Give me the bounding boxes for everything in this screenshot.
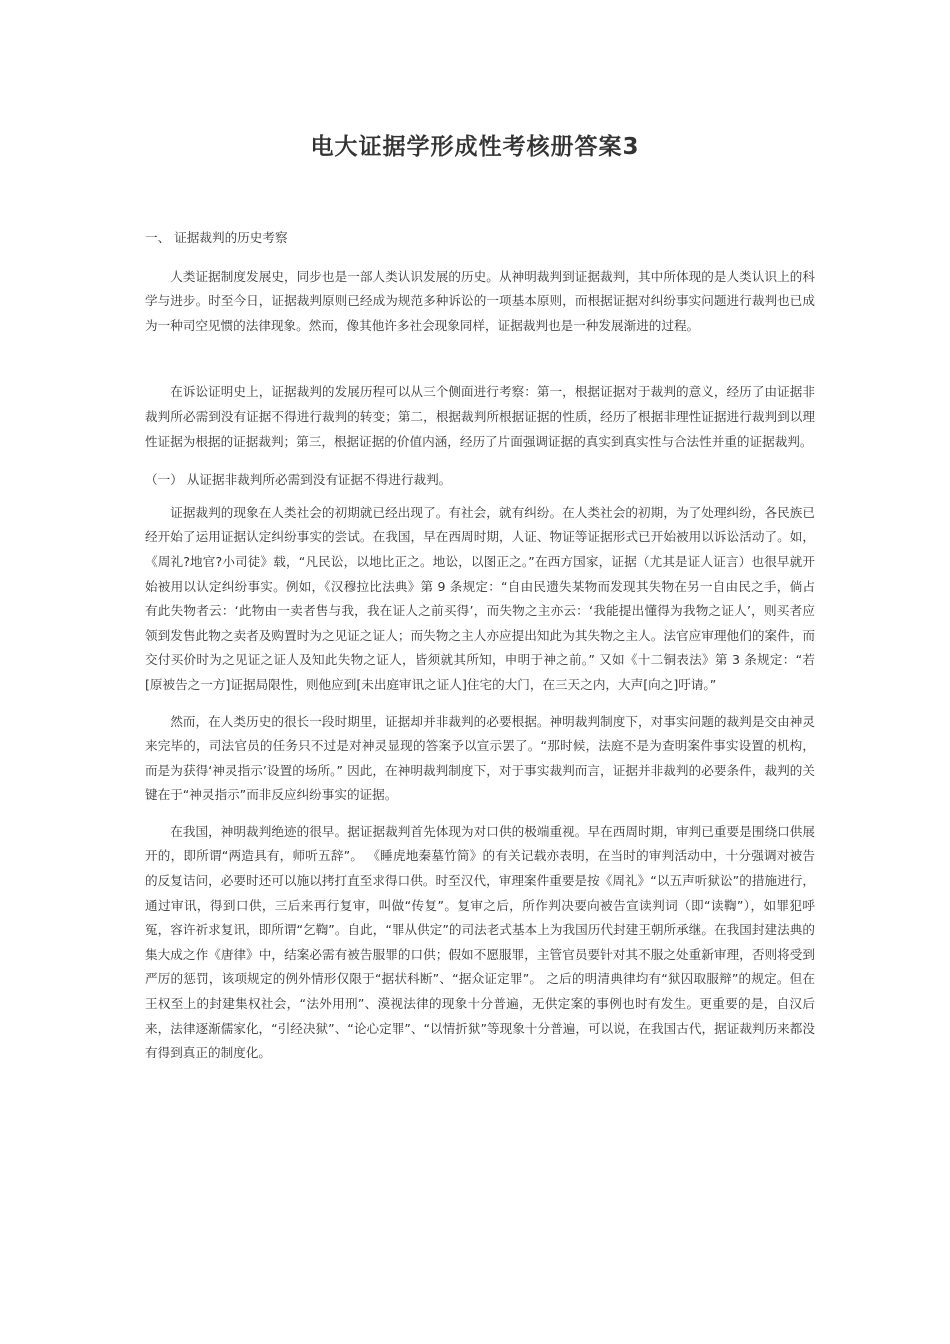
paragraph: 然而，在人类历史的很长一段时期里，证据却并非裁判的必要根据。神明裁判制度下，对事实问题的裁判是交由神灵来完毕的，司法官员的任务只不过是对神灵显现的答案予以宣示罢了。“那时候，法庭不是为查明案件事实设置的机构，而是为获得‘神灵指示’设置的场所。” 因此，在神明裁判制度下，对于事实裁判而言，证据并非裁判的必要条件，裁判的关键在于“神灵指示”而非反应纠纷事实的证据。 <box>145 713 815 803</box>
document-body <box>145 226 815 1066</box>
spacer <box>145 454 815 468</box>
paragraph: 人类证据制度发展史，同步也是一部人类认识发展的历史。从神明裁判到证据裁判，其中所体现的是人类认识上的科学与进步。时至今日，证据裁判原则已经成为规范多种诉讼的一项基本原则，而根据证据对纠纷事实问题进行裁判也已成为一种司空见惯的法律现象。然而，像其他许多社会现象同样，证据裁判也是一种发展渐进的过程。 <box>145 268 815 333</box>
paragraph: 证据裁判的现象在人类社会的初期就已经出现了。有社会，就有纠纷。在人类社会的初期，为了处理纠纷，各民族已经开始了运用证据认定纠纷事实的尝试。在我国，早在西周时期，人证、物证等证据形式已开始被用以诉讼活动了。如，《周礼?地官?小司徒》载，“凡民讼，以地比正之。地讼，以图正之。”在西方国家，证据（尤其是证人证言）也很早就开始被用以认定纠纷事实。例如，《汉穆拉比法典》第 9 条规定：“自由民遗失某物而发现其失物在另一自由民之手，倘占有此失物者云：‘此物由一卖者售与我，我在证人之前买得’，而失物之主亦云：‘我能提出懂得为我物之证人’，则买者应领到发售此物之卖者及购置时为之见证之证人；而失物之主人亦应提出知此为其失物之主人。法官应审理他们的案件，而交付买价时为之见证之证人及知此失物之证人，皆须就其所知，申明于神之前。” 又如《十二铜表法》第 3 条规定：“若[原被告之一方]证据局限性，则他应到[未出庭审讯之证人]住宅的大门，在三天之内，大声[向之]吁请。” <box>145 504 815 692</box>
spacer <box>145 808 815 820</box>
paragraph: 在诉讼证明史上，证据裁判的发展历程可以从三个侧面进行考察：第一，根据证据对于裁判的意义，经历了由证据非裁判所必需到没有证据不得进行裁判的转变；第二，根据裁判所根据证据的性质，经历了根据非理性证据进行裁判到以理性证据为根据的证据裁判；第三，根据证据的价值内涵，经历了片面强调证据的真实到真实性与合法性并重的证据裁判。 <box>145 384 815 449</box>
section-heading: 一、 证据裁判的历史考察 <box>145 230 288 245</box>
paragraph: 在我国，神明裁判绝迹的很早。据证据裁判首先体现为对口供的极端重视。早在西周时期，审判已重要是围绕口供展开的，即所谓“两造具有，师听五辞”。 《睡虎地秦墓竹简》的有关记载亦表明，在当时的审判活动中，十分强调对被告的反复诘问，必要时还可以施以拷打直至求得口供。时至汉代，审理案件重要是按《周礼》“以五声听狱讼”的措施进行，通过审讯，得到口供，三后来再行复审，叫做“传复”。复审之后，所作判决要向被告宣读判词（即“读鞫”），如罪犯呼冤，容许祈求复讯，即所谓“乞鞫”。自此，“罪从供定”的司法老式基本上为我国历代封建王朝所承继。在我国封建法典的集大成之作《唐律》中，结案必需有被告服罪的口供；假如不愿服罪，主管官员要针对其不服之处重新审理，否则将受到严厉的惩罚，该项规定的例外情形仅限于“据状科断”、“据众证定罪”。 之后的明清典律均有“狱囚取服辩”的规定。但在王权至上的封建集权社会，“法外用刑”、漠视法律的现象十分普遍，无供定案的事例也时有发生。更重要的是，自汉后来，法律逐渐儒家化，“引经决狱”、“论心定罪”、“以情折狱”等现象十分普遍，可以说，在我国古代，据证裁判历来都没有得到真正的制度化。 <box>145 823 815 1061</box>
document-title: 电大证据学形成性考核册答案3 <box>310 134 640 160</box>
spacer <box>145 338 815 380</box>
subsection-heading: （一） 从证据非裁判所必需到没有证据不得进行裁判。 <box>145 472 452 488</box>
spacer <box>145 698 815 710</box>
